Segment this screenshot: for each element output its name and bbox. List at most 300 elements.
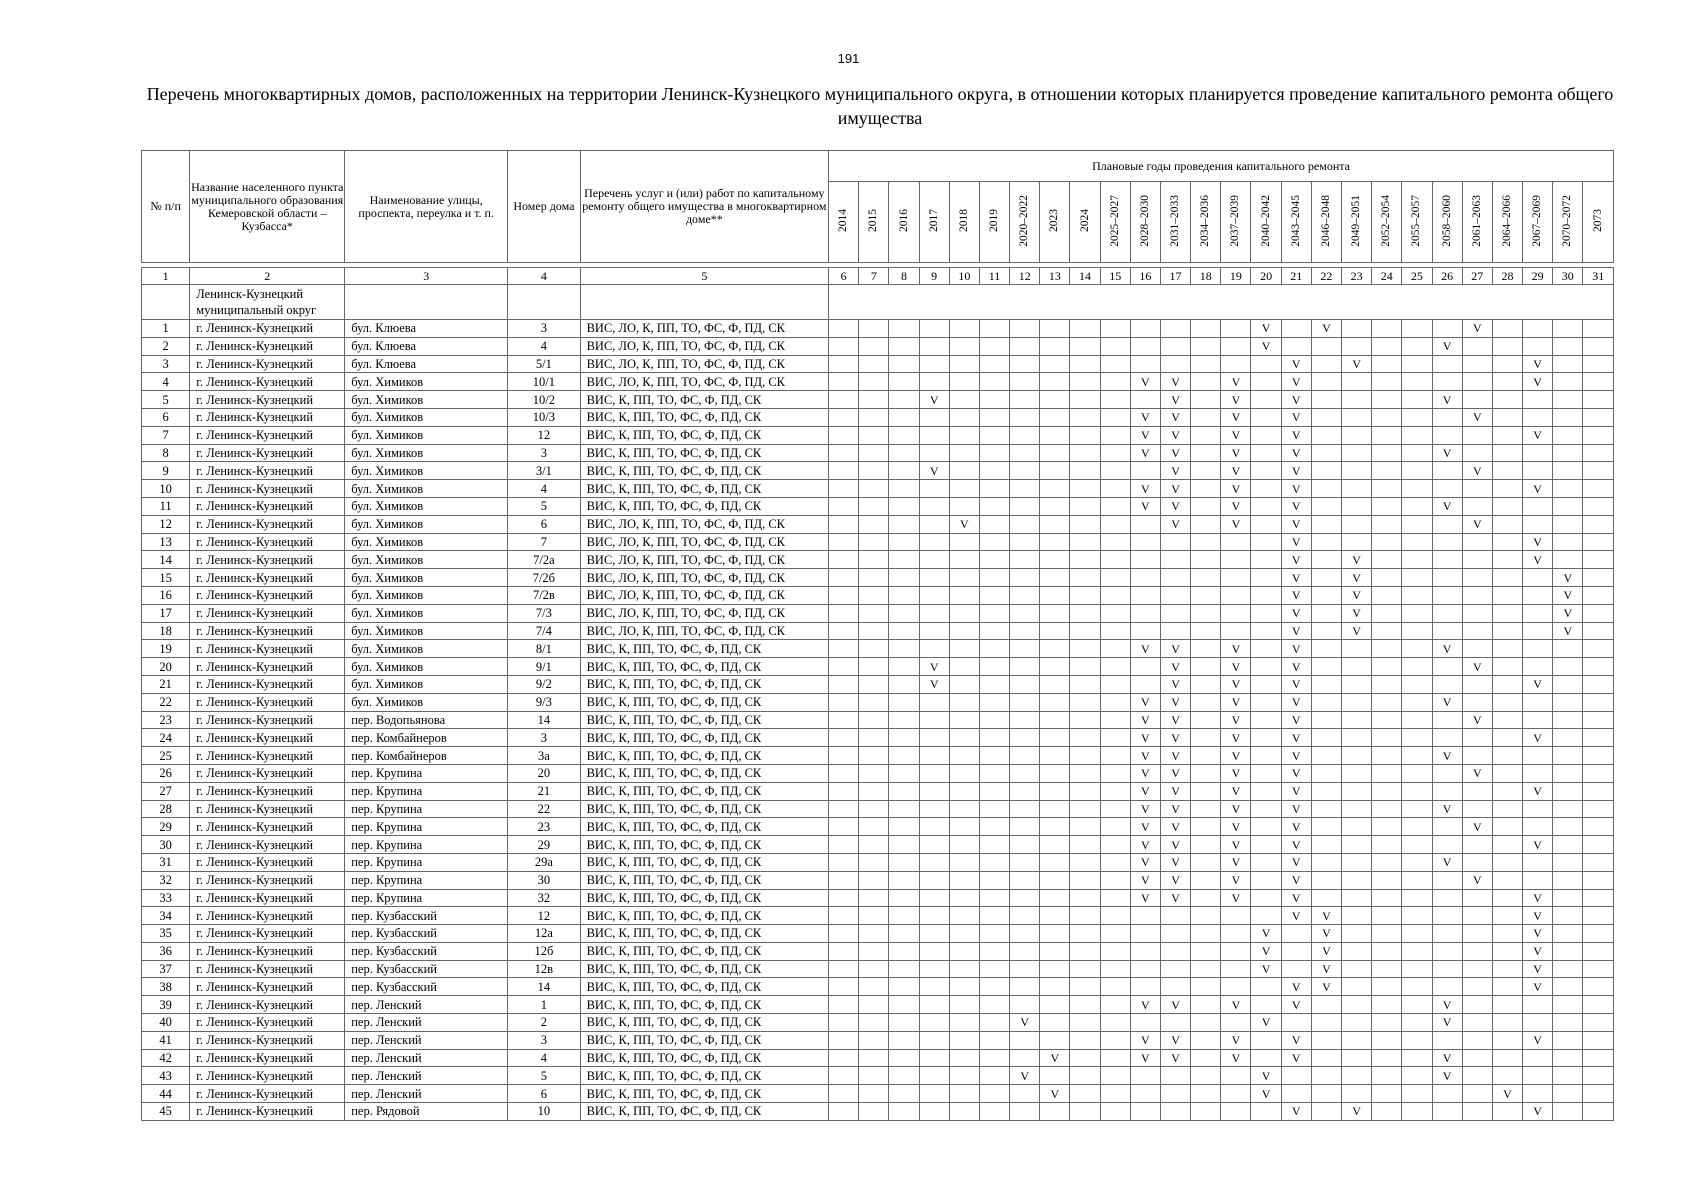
year-cell bbox=[979, 497, 1009, 515]
repair-year-mark: V bbox=[1221, 747, 1251, 765]
year-cell bbox=[1492, 444, 1522, 462]
repair-year-mark: V bbox=[1311, 978, 1341, 996]
repair-year-mark: V bbox=[1342, 551, 1372, 569]
works-cell: ВИС, К, ПП, ТО, ФС, Ф, ПД, СК bbox=[580, 462, 828, 480]
year-cell bbox=[1492, 658, 1522, 676]
year-cell bbox=[1311, 515, 1341, 533]
house-cell: 9/3 bbox=[508, 693, 580, 711]
year-cell bbox=[1010, 800, 1040, 818]
repair-year-mark: V bbox=[1130, 497, 1160, 515]
year-cell bbox=[1100, 729, 1130, 747]
year-cell bbox=[1100, 373, 1130, 391]
header-year bbox=[859, 182, 889, 263]
settlement-cell: г. Ленинск-Кузнецкий bbox=[190, 1031, 345, 1049]
year-cell bbox=[829, 1031, 859, 1049]
row-number: 35 bbox=[142, 925, 190, 943]
year-cell bbox=[1070, 426, 1100, 444]
year-cell bbox=[1492, 853, 1522, 871]
settlement-cell: г. Ленинск-Кузнецкий bbox=[190, 764, 345, 782]
row-number: 11 bbox=[142, 497, 190, 515]
table-row bbox=[142, 391, 1614, 409]
repair-year-mark: V bbox=[1160, 853, 1190, 871]
year-cell bbox=[859, 836, 889, 854]
year-cell bbox=[919, 996, 949, 1014]
header-year bbox=[1130, 182, 1160, 263]
year-cell bbox=[829, 800, 859, 818]
year-cell bbox=[889, 889, 919, 907]
year-cell bbox=[1523, 497, 1553, 515]
table-row bbox=[142, 978, 1614, 996]
street-cell: бул. Химиков bbox=[345, 658, 508, 676]
year-cell bbox=[829, 996, 859, 1014]
year-cell bbox=[889, 1085, 919, 1103]
repair-year-mark: V bbox=[1281, 515, 1311, 533]
street-cell: пер. Водопьянова bbox=[345, 711, 508, 729]
year-cell bbox=[1432, 586, 1462, 604]
year-cell bbox=[1492, 355, 1522, 373]
year-cell bbox=[1492, 622, 1522, 640]
year-cell bbox=[1372, 604, 1402, 622]
works-cell: ВИС, К, ПП, ТО, ФС, Ф, ПД, СК bbox=[580, 408, 828, 426]
year-cell bbox=[1462, 960, 1492, 978]
row-number: 1 bbox=[142, 320, 190, 338]
year-cell bbox=[1462, 640, 1492, 658]
street-cell: пер. Ленский bbox=[345, 1085, 508, 1103]
year-cell bbox=[1251, 426, 1281, 444]
street-cell: пер. Ленский bbox=[345, 1049, 508, 1067]
year-cell bbox=[1100, 462, 1130, 480]
header-year-label: 2028–2030 bbox=[1138, 194, 1151, 247]
house-cell: 3 bbox=[508, 1031, 580, 1049]
year-cell bbox=[889, 853, 919, 871]
year-cell bbox=[1372, 551, 1402, 569]
repair-year-mark: V bbox=[1221, 996, 1251, 1014]
repair-year-mark: V bbox=[1221, 658, 1251, 676]
year-cell bbox=[889, 711, 919, 729]
repair-year-mark: V bbox=[1523, 480, 1553, 498]
year-cell bbox=[1160, 978, 1190, 996]
year-cell bbox=[1100, 622, 1130, 640]
repair-year-mark: V bbox=[1432, 497, 1462, 515]
year-cell bbox=[1402, 640, 1432, 658]
repair-year-mark: V bbox=[1221, 711, 1251, 729]
year-cell bbox=[1492, 782, 1522, 800]
column-number: 28 bbox=[1492, 268, 1522, 285]
street-cell: бул. Клюева bbox=[345, 320, 508, 338]
year-cell bbox=[1311, 355, 1341, 373]
year-cell bbox=[1040, 978, 1070, 996]
column-numbers-row bbox=[142, 268, 1614, 285]
repair-year-mark: V bbox=[1160, 373, 1190, 391]
year-cell bbox=[979, 658, 1009, 676]
year-cell bbox=[829, 889, 859, 907]
repair-year-mark: V bbox=[1523, 533, 1553, 551]
table-header bbox=[142, 151, 1614, 263]
repair-year-mark: V bbox=[1553, 586, 1583, 604]
year-cell bbox=[1553, 320, 1583, 338]
year-cell bbox=[979, 675, 1009, 693]
year-cell bbox=[1251, 818, 1281, 836]
repair-year-mark: V bbox=[1221, 480, 1251, 498]
repair-year-mark: V bbox=[1553, 569, 1583, 587]
year-cell bbox=[979, 373, 1009, 391]
house-cell: 30 bbox=[508, 871, 580, 889]
year-cell bbox=[1070, 1085, 1100, 1103]
year-cell bbox=[1311, 747, 1341, 765]
year-cell bbox=[1372, 818, 1402, 836]
year-cell bbox=[1372, 996, 1402, 1014]
year-cell bbox=[1492, 1031, 1522, 1049]
year-cell bbox=[1462, 551, 1492, 569]
year-cell bbox=[1553, 515, 1583, 533]
year-cell bbox=[1040, 747, 1070, 765]
table-row bbox=[142, 818, 1614, 836]
year-cell bbox=[1372, 711, 1402, 729]
table-row bbox=[142, 604, 1614, 622]
street-cell: пер. Крупина bbox=[345, 800, 508, 818]
year-cell bbox=[1372, 1067, 1402, 1085]
year-cell bbox=[919, 889, 949, 907]
row-number: 4 bbox=[142, 373, 190, 391]
year-cell bbox=[1492, 1014, 1522, 1032]
house-cell: 3 bbox=[508, 729, 580, 747]
repair-year-mark: V bbox=[1160, 675, 1190, 693]
row-number: 41 bbox=[142, 1031, 190, 1049]
year-cell bbox=[1130, 337, 1160, 355]
repair-year-mark: V bbox=[1281, 1049, 1311, 1067]
year-cell bbox=[979, 889, 1009, 907]
year-cell bbox=[1553, 675, 1583, 693]
year-cell bbox=[859, 925, 889, 943]
year-cell bbox=[859, 320, 889, 338]
header-year bbox=[1553, 182, 1583, 263]
year-cell bbox=[1342, 1085, 1372, 1103]
table-row bbox=[142, 551, 1614, 569]
year-cell bbox=[1492, 729, 1522, 747]
works-cell: ВИС, ЛО, К, ПП, ТО, ФС, Ф, ПД, СК bbox=[580, 622, 828, 640]
year-cell bbox=[1432, 711, 1462, 729]
year-cell bbox=[1432, 551, 1462, 569]
year-cell bbox=[1492, 391, 1522, 409]
year-cell bbox=[1070, 480, 1100, 498]
settlement-cell: г. Ленинск-Кузнецкий bbox=[190, 337, 345, 355]
year-cell bbox=[1553, 782, 1583, 800]
year-cell bbox=[1130, 978, 1160, 996]
house-cell: 22 bbox=[508, 800, 580, 818]
repair-year-mark: V bbox=[1553, 604, 1583, 622]
year-cell bbox=[889, 604, 919, 622]
header-year bbox=[1311, 182, 1341, 263]
repair-year-mark: V bbox=[1160, 711, 1190, 729]
settlement-cell: г. Ленинск-Кузнецкий bbox=[190, 996, 345, 1014]
year-cell bbox=[1553, 729, 1583, 747]
table-row bbox=[142, 942, 1614, 960]
year-cell bbox=[1251, 533, 1281, 551]
repair-year-mark: V bbox=[1130, 764, 1160, 782]
repair-year-mark: V bbox=[1281, 444, 1311, 462]
year-cell bbox=[1402, 836, 1432, 854]
year-cell bbox=[1432, 818, 1462, 836]
year-cell bbox=[949, 1049, 979, 1067]
year-cell bbox=[1040, 871, 1070, 889]
year-cell bbox=[1160, 960, 1190, 978]
year-cell bbox=[1583, 782, 1614, 800]
header-year-label: 2070–2072 bbox=[1561, 194, 1574, 247]
year-cell bbox=[1583, 444, 1614, 462]
year-cell bbox=[1523, 764, 1553, 782]
house-cell: 10/1 bbox=[508, 373, 580, 391]
year-cell bbox=[1100, 408, 1130, 426]
works-cell: ВИС, К, ПП, ТО, ФС, Ф, ПД, СК bbox=[580, 960, 828, 978]
repair-year-mark: V bbox=[1130, 444, 1160, 462]
year-cell bbox=[949, 782, 979, 800]
settlement-cell: г. Ленинск-Кузнецкий bbox=[190, 693, 345, 711]
table-row bbox=[142, 355, 1614, 373]
year-cell bbox=[1583, 1049, 1614, 1067]
year-cell bbox=[919, 515, 949, 533]
house-cell: 12б bbox=[508, 942, 580, 960]
header-works: Перечень услуг и (или) работ по капитальному ремонту общего имущества в многоквартирном доме** bbox=[580, 151, 828, 263]
year-cell bbox=[1100, 836, 1130, 854]
repair-year-mark: V bbox=[1523, 836, 1553, 854]
street-cell: пер. Ленский bbox=[345, 1031, 508, 1049]
row-number: 6 bbox=[142, 408, 190, 426]
year-cell bbox=[1462, 533, 1492, 551]
year-cell bbox=[1432, 1103, 1462, 1121]
year-cell bbox=[1251, 373, 1281, 391]
year-cell bbox=[859, 729, 889, 747]
year-cell bbox=[1010, 764, 1040, 782]
year-cell bbox=[1040, 444, 1070, 462]
repair-year-mark: V bbox=[1160, 818, 1190, 836]
year-cell bbox=[1040, 622, 1070, 640]
year-cell bbox=[979, 1103, 1009, 1121]
year-cell bbox=[1492, 764, 1522, 782]
house-cell: 10/3 bbox=[508, 408, 580, 426]
year-cell bbox=[829, 480, 859, 498]
year-cell bbox=[1251, 782, 1281, 800]
table-row bbox=[142, 426, 1614, 444]
year-cell bbox=[829, 622, 859, 640]
year-cell bbox=[1191, 907, 1221, 925]
year-cell bbox=[1432, 907, 1462, 925]
year-cell bbox=[1100, 569, 1130, 587]
year-cell bbox=[1040, 497, 1070, 515]
year-cell bbox=[1251, 693, 1281, 711]
column-number: 10 bbox=[949, 268, 979, 285]
year-cell bbox=[859, 1031, 889, 1049]
repair-year-mark: V bbox=[1221, 675, 1251, 693]
year-cell bbox=[889, 373, 919, 391]
settlement-cell: г. Ленинск-Кузнецкий bbox=[190, 675, 345, 693]
house-cell: 29 bbox=[508, 836, 580, 854]
year-cell bbox=[889, 871, 919, 889]
year-cell bbox=[1492, 693, 1522, 711]
house-cell: 8/1 bbox=[508, 640, 580, 658]
year-cell bbox=[1462, 782, 1492, 800]
year-cell bbox=[1372, 1049, 1402, 1067]
works-cell: ВИС, К, ПП, ТО, ФС, Ф, ПД, СК bbox=[580, 836, 828, 854]
works-cell: ВИС, ЛО, К, ПП, ТО, ФС, Ф, ПД, СК bbox=[580, 604, 828, 622]
year-cell bbox=[1251, 800, 1281, 818]
district-name: Ленинск-Кузнецкий муниципальный округ bbox=[190, 285, 345, 320]
year-cell bbox=[1100, 515, 1130, 533]
repair-year-mark: V bbox=[1160, 497, 1190, 515]
column-number: 13 bbox=[1040, 268, 1070, 285]
year-cell bbox=[1583, 533, 1614, 551]
year-cell bbox=[1402, 551, 1432, 569]
year-cell bbox=[1160, 551, 1190, 569]
year-cell bbox=[1070, 373, 1100, 391]
year-cell bbox=[1191, 551, 1221, 569]
column-number: 6 bbox=[829, 268, 859, 285]
year-cell bbox=[1402, 800, 1432, 818]
year-cell bbox=[1402, 1049, 1432, 1067]
repair-year-mark: V bbox=[1221, 426, 1251, 444]
year-cell bbox=[979, 907, 1009, 925]
repair-year-mark: V bbox=[1221, 800, 1251, 818]
row-number: 8 bbox=[142, 444, 190, 462]
year-cell bbox=[889, 391, 919, 409]
street-cell: пер. Кузбасский bbox=[345, 925, 508, 943]
year-cell bbox=[1372, 586, 1402, 604]
district-row bbox=[142, 285, 1614, 320]
house-cell: 3а bbox=[508, 747, 580, 765]
street-cell: бул. Химиков bbox=[345, 551, 508, 569]
repair-year-mark: V bbox=[1130, 818, 1160, 836]
repair-year-mark: V bbox=[1553, 622, 1583, 640]
year-cell bbox=[1553, 497, 1583, 515]
repair-year-mark: V bbox=[1130, 853, 1160, 871]
year-cell bbox=[1160, 1067, 1190, 1085]
repair-year-mark: V bbox=[1281, 658, 1311, 676]
row-number: 30 bbox=[142, 836, 190, 854]
repair-year-mark: V bbox=[1432, 444, 1462, 462]
year-cell bbox=[1070, 1103, 1100, 1121]
year-cell bbox=[1251, 551, 1281, 569]
year-cell bbox=[1462, 586, 1492, 604]
year-cell bbox=[1040, 925, 1070, 943]
year-cell bbox=[1583, 497, 1614, 515]
year-cell bbox=[1372, 1103, 1402, 1121]
year-cell bbox=[889, 480, 919, 498]
settlement-cell: г. Ленинск-Кузнецкий bbox=[190, 640, 345, 658]
year-cell bbox=[1191, 462, 1221, 480]
settlement-cell: г. Ленинск-Кузнецкий bbox=[190, 800, 345, 818]
year-cell bbox=[1070, 658, 1100, 676]
year-cell bbox=[1402, 480, 1432, 498]
year-cell bbox=[919, 711, 949, 729]
year-cell bbox=[1100, 391, 1130, 409]
year-cell bbox=[1342, 978, 1372, 996]
house-cell: 6 bbox=[508, 1085, 580, 1103]
repair-year-mark: V bbox=[1130, 1031, 1160, 1049]
house-cell: 3/1 bbox=[508, 462, 580, 480]
year-cell bbox=[1010, 960, 1040, 978]
works-cell: ВИС, К, ПП, ТО, ФС, Ф, ПД, СК bbox=[580, 889, 828, 907]
repair-year-mark: V bbox=[1221, 693, 1251, 711]
year-cell bbox=[859, 853, 889, 871]
year-cell bbox=[1462, 853, 1492, 871]
works-cell: ВИС, К, ПП, ТО, ФС, Ф, ПД, СК bbox=[580, 729, 828, 747]
year-cell bbox=[1221, 907, 1251, 925]
repair-year-mark: V bbox=[1311, 320, 1341, 338]
year-cell bbox=[979, 640, 1009, 658]
year-cell bbox=[1010, 480, 1040, 498]
year-cell bbox=[949, 711, 979, 729]
year-cell bbox=[1523, 800, 1553, 818]
repair-year-mark: V bbox=[1251, 337, 1281, 355]
year-cell bbox=[1191, 800, 1221, 818]
year-cell bbox=[829, 818, 859, 836]
row-number: 14 bbox=[142, 551, 190, 569]
year-cell bbox=[1523, 818, 1553, 836]
year-cell bbox=[1311, 1014, 1341, 1032]
year-cell bbox=[1251, 462, 1281, 480]
year-cell bbox=[1251, 586, 1281, 604]
year-cell bbox=[889, 960, 919, 978]
year-cell bbox=[1492, 675, 1522, 693]
year-cell bbox=[949, 355, 979, 373]
year-cell bbox=[1070, 408, 1100, 426]
year-cell bbox=[919, 373, 949, 391]
row-number: 24 bbox=[142, 729, 190, 747]
year-cell bbox=[1130, 960, 1160, 978]
row-number: 43 bbox=[142, 1067, 190, 1085]
column-number: 2 bbox=[190, 268, 345, 285]
settlement-cell: г. Ленинск-Кузнецкий bbox=[190, 1014, 345, 1032]
year-cell bbox=[1070, 462, 1100, 480]
repair-year-mark: V bbox=[1462, 658, 1492, 676]
year-cell bbox=[1462, 569, 1492, 587]
repair-year-mark: V bbox=[1221, 729, 1251, 747]
year-cell bbox=[1251, 764, 1281, 782]
repair-year-mark: V bbox=[1130, 1049, 1160, 1067]
year-cell bbox=[1311, 337, 1341, 355]
year-cell bbox=[1342, 889, 1372, 907]
year-cell bbox=[1281, 1014, 1311, 1032]
column-number: 17 bbox=[1160, 268, 1190, 285]
year-cell bbox=[1010, 515, 1040, 533]
year-cell bbox=[979, 960, 1009, 978]
house-cell: 14 bbox=[508, 978, 580, 996]
street-cell: пер. Кузбасский bbox=[345, 960, 508, 978]
year-cell bbox=[1372, 658, 1402, 676]
year-cell bbox=[1402, 942, 1432, 960]
year-cell bbox=[1191, 515, 1221, 533]
works-cell: ВИС, К, ПП, ТО, ФС, Ф, ПД, СК bbox=[580, 658, 828, 676]
year-cell bbox=[1191, 925, 1221, 943]
year-cell bbox=[1251, 658, 1281, 676]
year-cell bbox=[1191, 480, 1221, 498]
repair-plan-table bbox=[141, 150, 1614, 1121]
year-cell bbox=[1070, 818, 1100, 836]
year-cell bbox=[1342, 320, 1372, 338]
year-cell bbox=[1432, 889, 1462, 907]
repair-year-mark: V bbox=[1523, 426, 1553, 444]
year-cell bbox=[889, 569, 919, 587]
year-cell bbox=[1342, 337, 1372, 355]
year-cell bbox=[1251, 853, 1281, 871]
year-cell bbox=[1040, 1103, 1070, 1121]
year-cell bbox=[1402, 782, 1432, 800]
year-cell bbox=[1402, 675, 1432, 693]
house-cell: 20 bbox=[508, 764, 580, 782]
year-cell bbox=[1462, 1014, 1492, 1032]
header-year bbox=[1342, 182, 1372, 263]
year-cell bbox=[1070, 996, 1100, 1014]
year-cell bbox=[1070, 925, 1100, 943]
